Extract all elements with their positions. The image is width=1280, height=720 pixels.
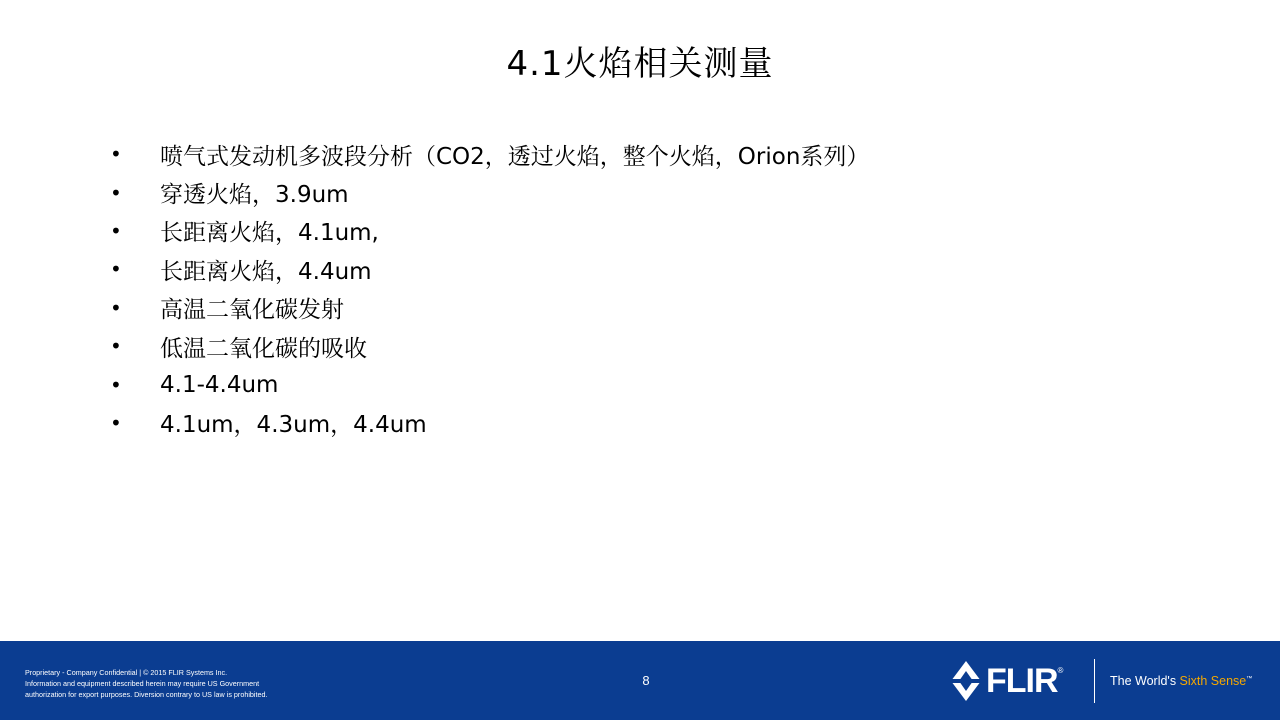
flir-diamond-icon [950,660,982,702]
bullet-text: 低温二氧化碳的吸收 [160,335,367,362]
bullet-item [110,365,869,403]
tagline-trademark: ™ [1246,675,1253,682]
bullet-text: 喷气式发动机多波段分析（CO2，透过火焰，整个火焰，Orion系列） [160,143,870,170]
tagline-prefix: The World's [1110,674,1180,688]
bullet-item [110,212,869,250]
bullet-text: 4.1um，4.3um，4.4um [160,412,427,439]
legal-line: authorization for export purposes. Diversion contrary to US law is prohibited. [25,690,268,699]
bullet-dot: • [110,257,122,282]
bullet-dot: • [110,180,122,205]
bullet-text: 高温二氧化碳发射 [160,297,344,324]
footer-bar [0,641,1280,720]
bullet-dot: • [110,410,122,435]
legal-line: Proprietary - Company Confidential | © 2015 FLIR Systems Inc. [25,668,228,677]
footer-divider [1094,659,1095,703]
bullet-item [110,135,869,173]
page-number: 8 [642,673,650,688]
bullet-item [110,289,869,327]
tagline [1110,674,1252,688]
bullet-item [110,404,869,442]
bullet-dot: • [110,372,122,397]
legal-line: Information and equipment described herein may require US Government [25,679,260,688]
bullet-dot: • [110,334,122,359]
bullet-list [110,135,869,442]
bullet-dot: • [110,142,122,167]
bullet-item [110,327,869,365]
slide-title: 4.1火焰相关测量 [506,44,774,84]
tagline-accent: Sixth Sense [1179,674,1247,688]
bullet-text: 长距离火焰，4.1um, [160,220,379,247]
logo-registered-mark: ® [1057,666,1064,675]
bullet-item [110,173,869,211]
flir-logo [950,660,1063,702]
footer-legal-text [25,667,345,700]
bullet-dot: • [110,295,122,320]
bullet-text: 长距离火焰，4.4um [160,258,372,285]
bullet-item [110,250,869,288]
logo-wordmark: FLIR [986,661,1058,700]
bullet-text: 穿透火焰，3.9um [160,182,349,209]
bullet-text: 4.1-4.4um [160,371,279,398]
bullet-dot: • [110,218,122,243]
